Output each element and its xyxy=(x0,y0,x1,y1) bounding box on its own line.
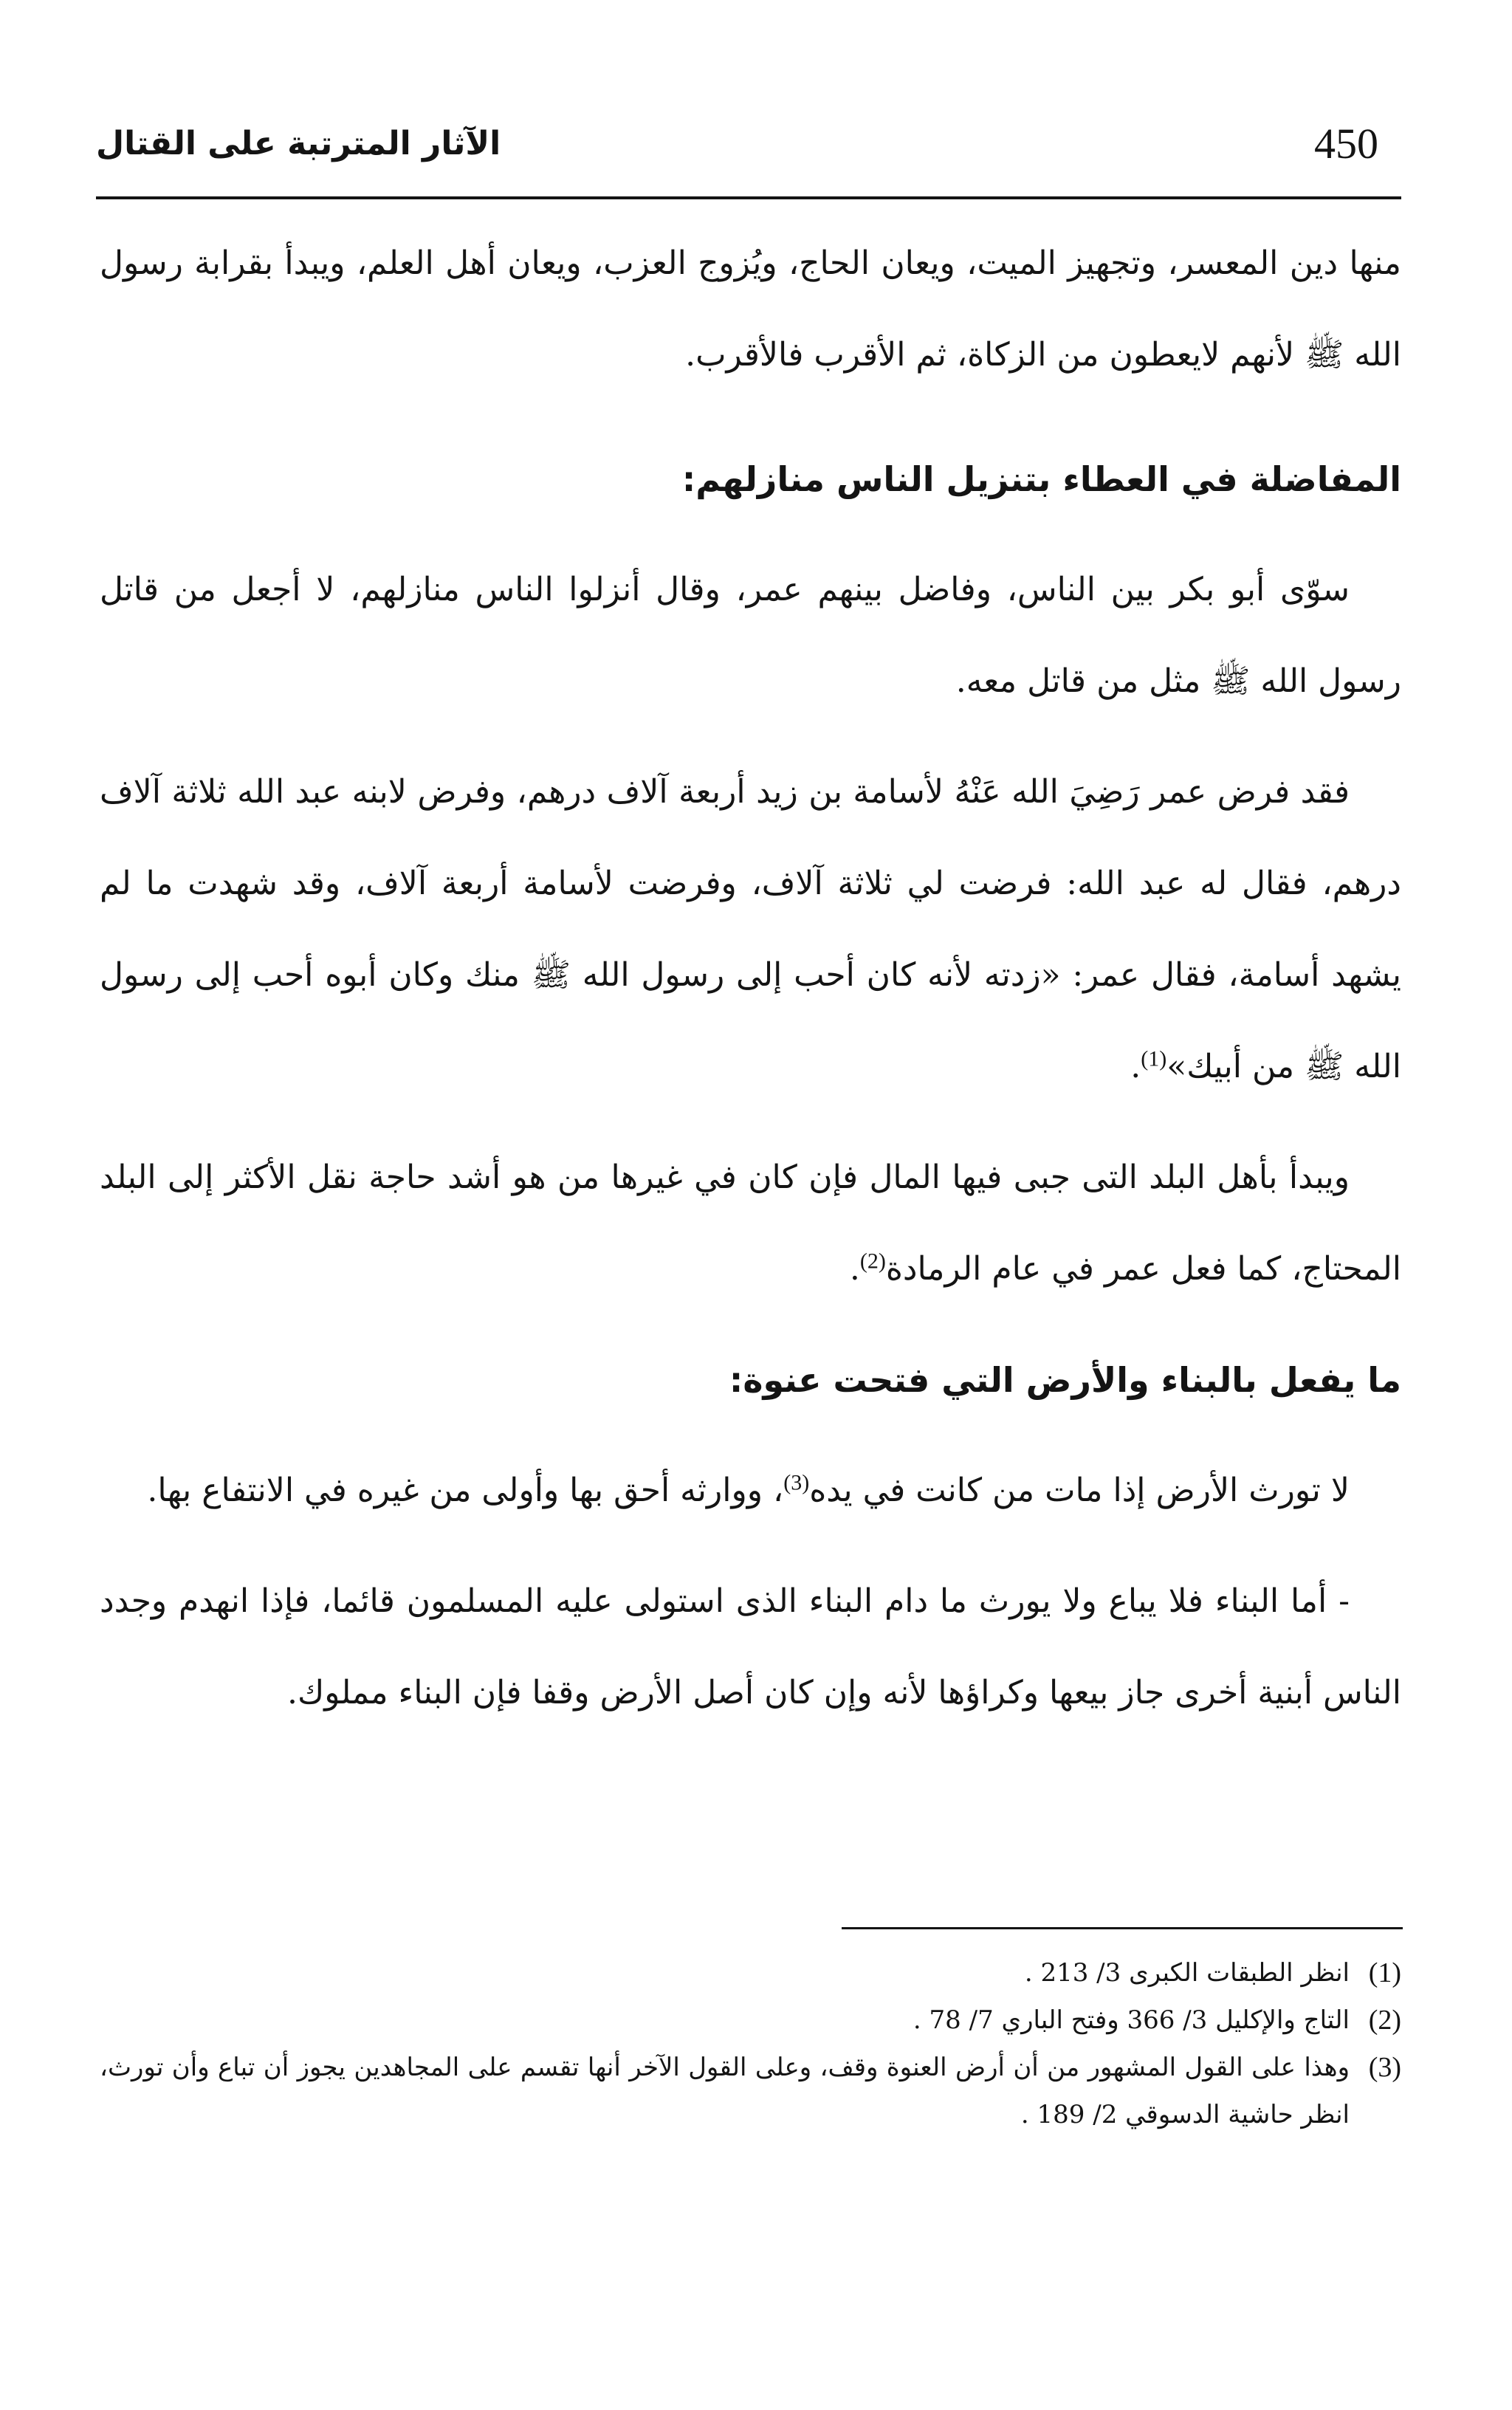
header-rule xyxy=(96,196,1401,199)
paragraph-4-end: . xyxy=(849,1250,860,1288)
paragraph-3 xyxy=(100,746,1401,1113)
footnote-marker-1: (1) xyxy=(1368,1957,1401,1988)
footnote-text-2: التاج والإكليل 3/ 366 وفتح الباري 7/ 78 . xyxy=(913,2005,1350,2035)
paragraph-3-text: فقد فرض عمر رَضِيَ الله عَنْهُ لأسامة بن زيد أربعة آلاف درهم، وفرض لابنه عبد الله ثلاثة آلاف درهم، فقال له عبد الله: فرضت لي ثلاثة آلاف، وفرضت لأسامة أربعة آلاف، وقد شهدت ما لم يشهد أسامة، فقال عمر: «زدته لأنه كان أحب إلى رسول الله ﷺ منك وكان أبوه أحب إلى رسول الله ﷺ من أبيك» xyxy=(100,773,1401,1085)
paragraph-3-end: . xyxy=(1130,1048,1141,1085)
footnote-marker-2: (2) xyxy=(1368,2005,1401,2036)
body-text xyxy=(100,218,1401,1739)
paragraph-5-end: ، ووارثه أحق بها وأولى من غيره في الانتفاع بها. xyxy=(147,1472,784,1509)
running-title: الآثار المترتبة على القتال xyxy=(96,125,501,162)
footnote-ref-2[interactable]: (2) xyxy=(859,1249,886,1274)
footnote-ref-3[interactable]: (3) xyxy=(783,1470,810,1495)
footnote-ref-1[interactable]: (1) xyxy=(1141,1046,1167,1071)
footnote-text-3: وهذا على القول المشهور من أن أرض العنوة وقف، وعلى القول الآخر أنها تقسم على المجاهدين يجوز أن تباع وأن تورث، انظر حاشية الدسوقي 2/ 189 . xyxy=(100,2053,1350,2129)
footnote-marker-3: (3) xyxy=(1368,2052,1401,2083)
page-number: 450 xyxy=(1314,120,1378,168)
footnotes xyxy=(100,1949,1401,2138)
section-heading-land: ما يفعل بالبناء والأرض التي فتحت عنوة: xyxy=(729,1360,1401,1400)
footnote-2 xyxy=(100,1997,1401,2044)
footnote-rule xyxy=(842,1927,1403,1929)
running-header xyxy=(96,111,1401,192)
paragraph-4 xyxy=(100,1132,1401,1315)
paragraph-4-text: ويبدأ بأهل البلد التى جبى فيها المال فإن كان في غيرها من هو أشد حاجة نقل الأكثر إلى البلد المحتاج، كما فعل عمر في عام الرمادة xyxy=(100,1158,1401,1288)
paragraph-6: - أما البناء فلا يباع ولا يورث ما دام البناء الذى استولى عليه المسلمون قائما، فإذا انهدم وجدد الناس أبنية أخرى جاز بيعها وكراؤها لأنه وإن كان أصل الأرض وقفا فإن البناء مملوك. xyxy=(100,1582,1401,1712)
footnote-3 xyxy=(100,2044,1401,2138)
footnote-text-1: انظر الطبقات الكبرى 3/ 213 . xyxy=(1024,1958,1350,1988)
paragraph-2: سوّى أبو بكر بين الناس، وفاضل بينهم عمر، وقال أنزلوا الناس منازلهم، لا أجعل من قاتل رسول الله ﷺ مثل من قاتل معه. xyxy=(100,571,1401,700)
paragraph-5 xyxy=(100,1445,1401,1537)
footnote-1 xyxy=(100,1949,1401,1997)
section-heading-preference: المفاضلة في العطاء بتنزيل الناس منازلهم: xyxy=(681,459,1401,499)
paragraph-5-start: لا تورث الأرض إذا مات من كانت في يده xyxy=(809,1472,1350,1509)
paragraph-1: منها دين المعسر، وتجهيز الميت، ويعان الحاج، ويُزوج العزب، ويعان أهل العلم، ويبدأ بقرابة رسول الله ﷺ لأنهم لايعطون من الزكاة، ثم الأقرب فالأقرب. xyxy=(100,244,1401,374)
